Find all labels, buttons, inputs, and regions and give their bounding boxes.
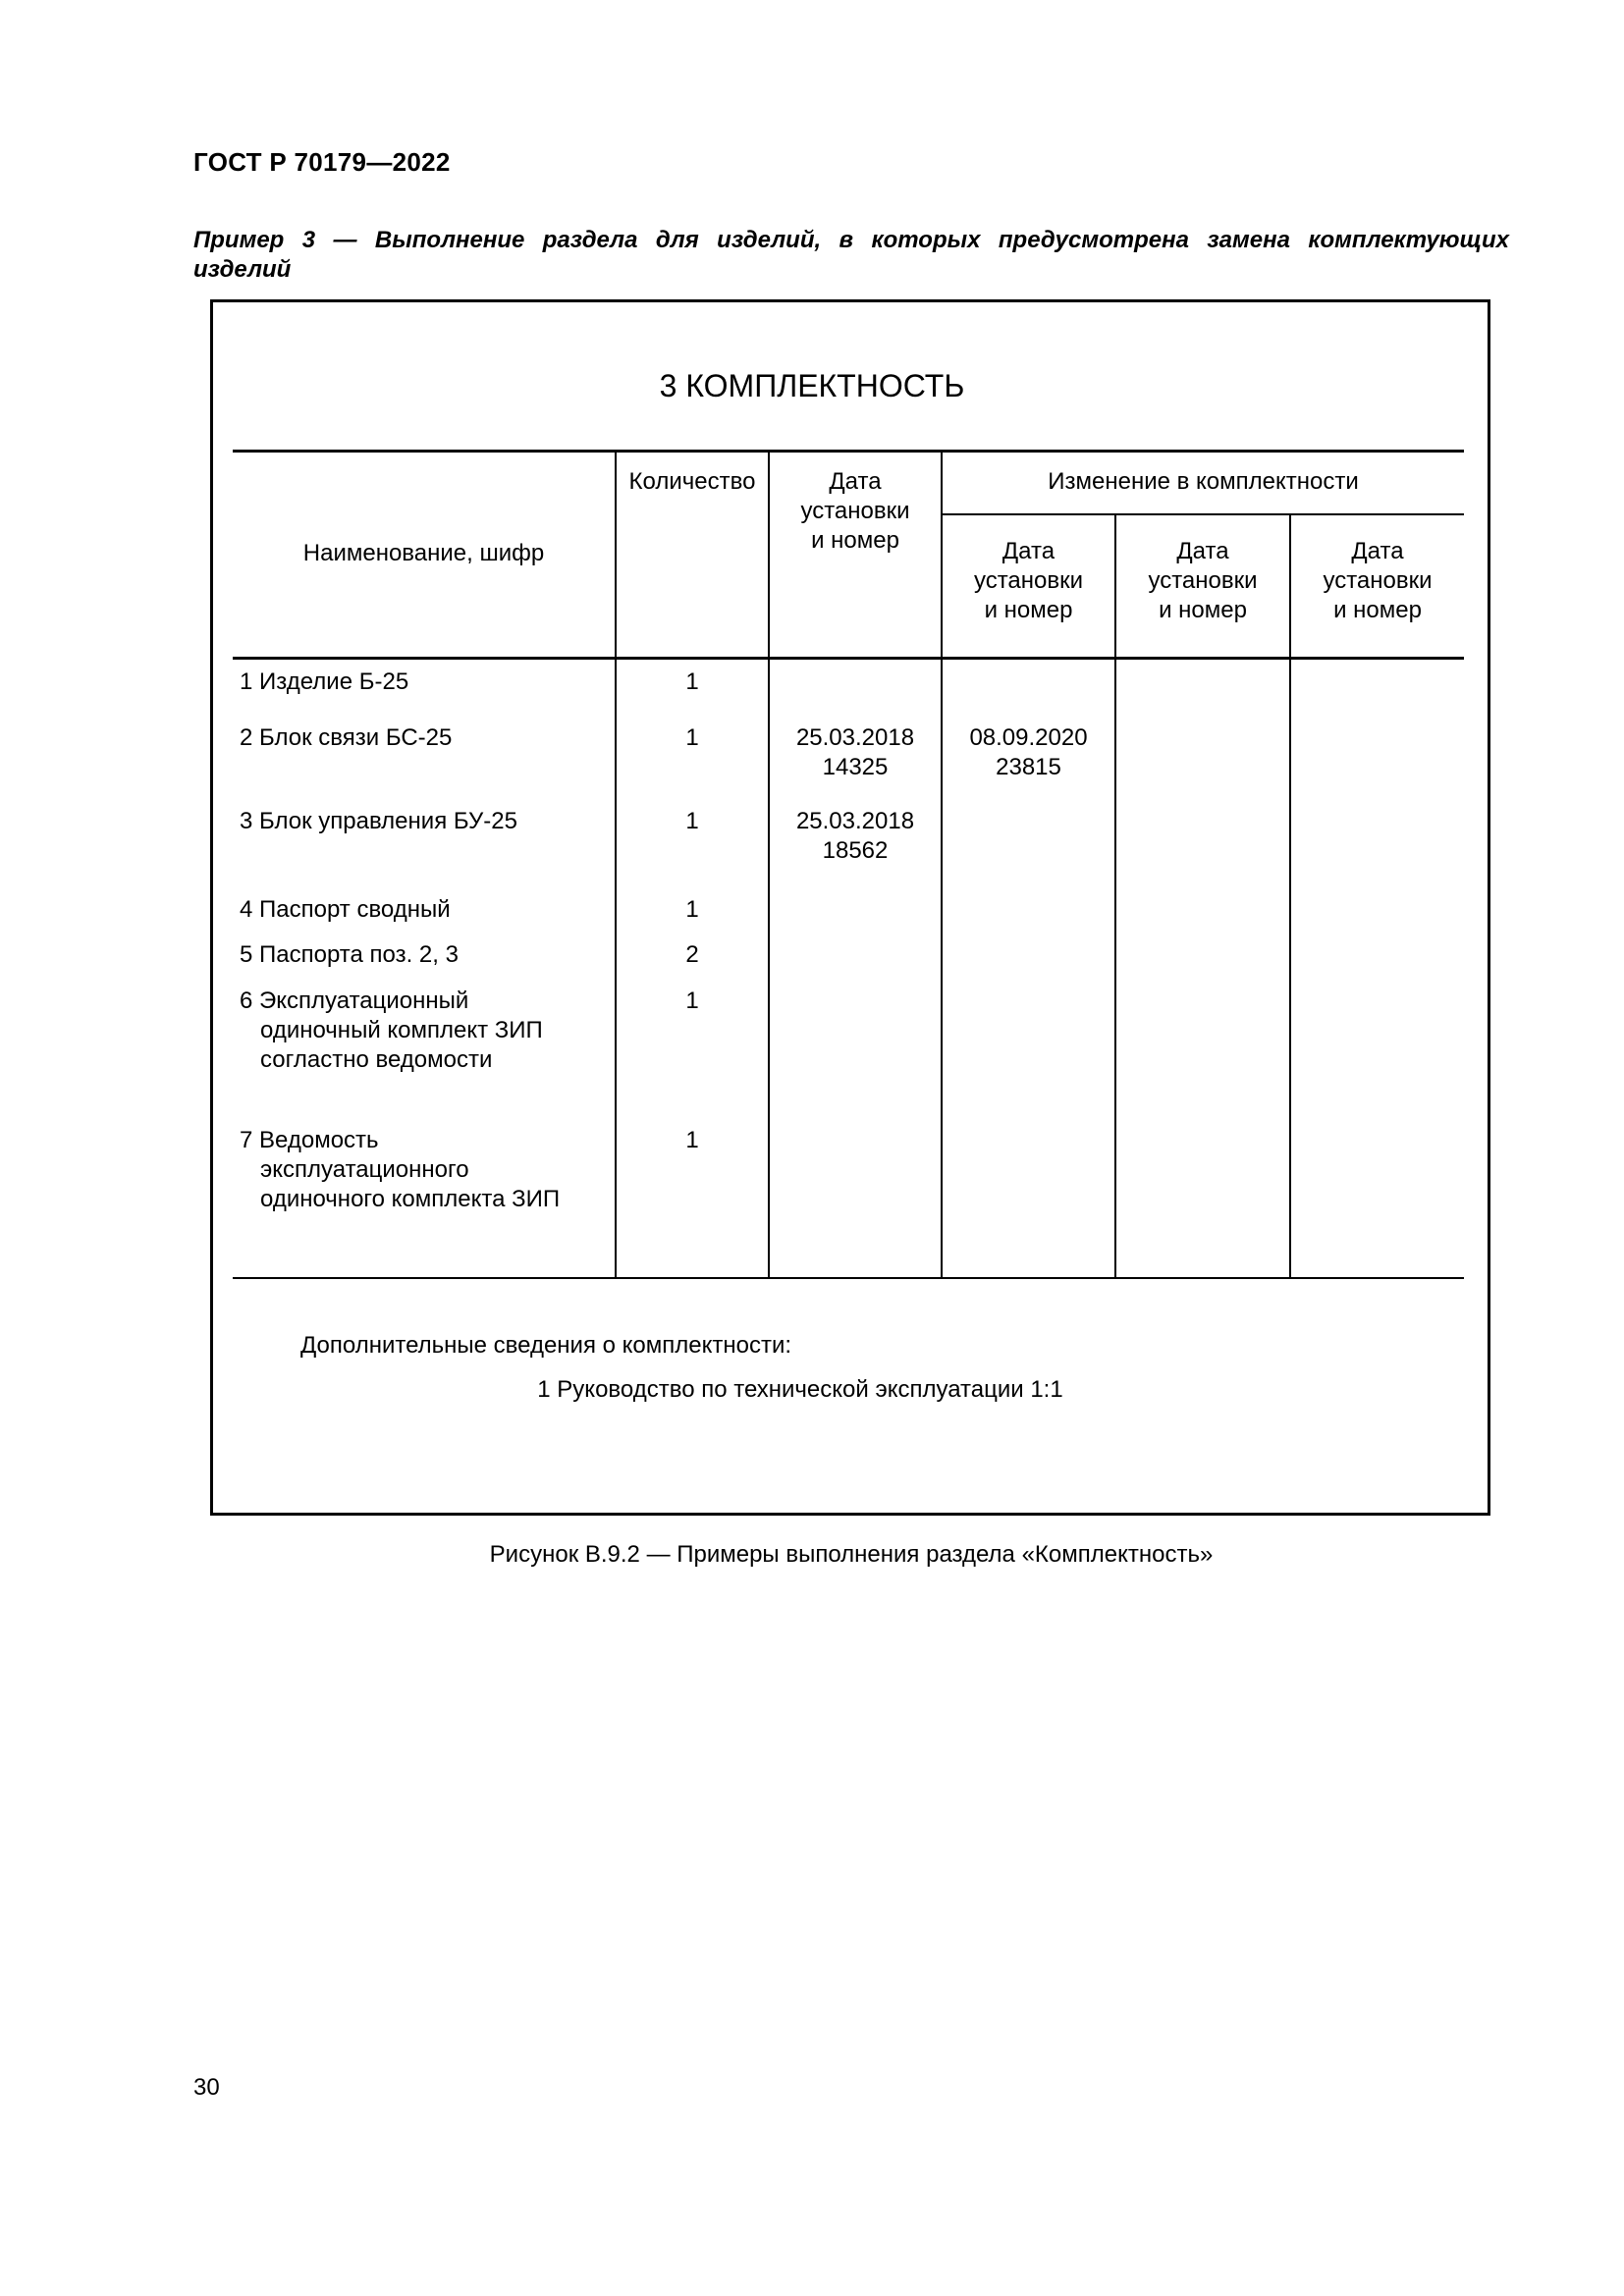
document-id-header: ГОСТ Р 70179—2022	[193, 147, 451, 177]
row-quantity: 1	[685, 808, 699, 834]
row-install-date: 25.03.2018 18562	[795, 808, 915, 864]
row-quantity: 1	[685, 1127, 699, 1153]
additional-info-item: 1 Руководство по технической эксплуатации 1:1	[537, 1376, 1063, 1403]
figure-caption: Рисунок В.9.2 — Примеры выполнения раздела «Комплектность»	[489, 1541, 1214, 1568]
row-name	[240, 987, 609, 1075]
row-name-text: 7 Ведомость эксплуатационного одиночного комплекта ЗИП	[240, 1127, 561, 1212]
example-caption: Пример 3 — Выполнение раздела для изделий, в которых предусмотрена замена комплектующих изделий	[193, 227, 1509, 283]
row-name-text: 6 Эксплуатационный одиночный комплект ЗИП согластно ведомости	[240, 988, 543, 1073]
row-name: 5 Паспорта поз. 2, 3	[240, 941, 459, 968]
table-top-rule	[233, 450, 1464, 453]
table-bottom-rule	[233, 1277, 1464, 1279]
page-number: 30	[193, 2074, 220, 2101]
header-change-date-2: Дата установки и номер	[1148, 538, 1258, 623]
additional-info-label: Дополнительные сведения о комплектности:	[300, 1332, 792, 1359]
group-header-rule	[943, 513, 1464, 515]
row-name	[240, 1126, 609, 1214]
column-divider	[1114, 514, 1116, 1278]
row-name: 4 Паспорт сводный	[240, 896, 451, 923]
header-change-date-1: Дата установки и номер	[973, 538, 1084, 623]
header-name: Наименование, шифр	[302, 540, 545, 566]
header-change-date-3: Дата установки и номер	[1323, 538, 1433, 623]
header-quantity: Количество	[628, 468, 756, 495]
header-bottom-rule	[233, 657, 1464, 660]
header-install-date: Дата установки и номер	[800, 468, 910, 554]
row-name: 3 Блок управления БУ-25	[240, 808, 517, 834]
row-change-date: 08.09.2020 23815	[969, 724, 1088, 780]
row-install-date: 25.03.2018 14325	[795, 724, 915, 780]
row-name: 2 Блок связи БС-25	[240, 724, 453, 751]
header-change-group: Изменение в комплектности	[1048, 468, 1359, 495]
row-quantity: 1	[685, 988, 699, 1014]
column-divider	[1289, 514, 1291, 1278]
row-name: 1 Изделие Б-25	[240, 668, 409, 695]
row-quantity: 1	[685, 896, 699, 923]
section-title: 3 КОМПЛЕКТНОСТЬ	[659, 368, 965, 403]
row-quantity: 2	[685, 941, 699, 968]
row-quantity: 1	[685, 668, 699, 695]
row-quantity: 1	[685, 724, 699, 751]
